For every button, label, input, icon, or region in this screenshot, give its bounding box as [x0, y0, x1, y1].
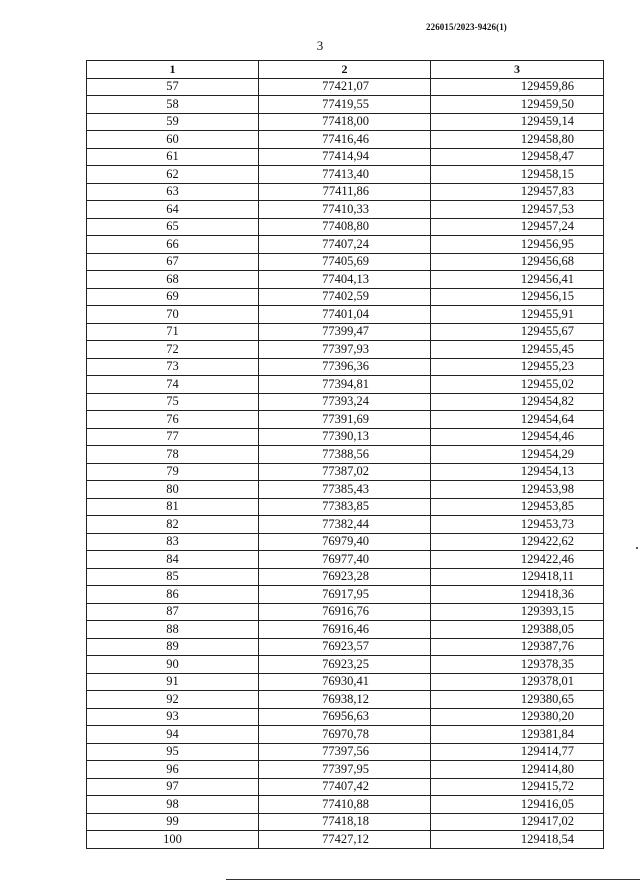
y-coordinate-cell: 129393,15 — [431, 603, 604, 621]
point-number-cell: 74 — [87, 376, 259, 394]
y-coordinate-cell: 129459,14 — [431, 113, 604, 131]
y-coordinate-cell: 129388,05 — [431, 621, 604, 639]
y-coordinate-cell: 129455,02 — [431, 376, 604, 394]
x-coordinate-cell: 76923,57 — [259, 638, 431, 656]
point-number-cell: 100 — [87, 831, 259, 849]
table-row — [87, 813, 604, 831]
table-row — [87, 446, 604, 464]
point-number-cell: 79 — [87, 463, 259, 481]
y-coordinate-cell: 129457,83 — [431, 183, 604, 201]
x-coordinate-cell: 77388,56 — [259, 446, 431, 464]
x-coordinate-cell: 77408,80 — [259, 218, 431, 236]
x-coordinate-cell: 77396,36 — [259, 358, 431, 376]
x-coordinate-cell: 77418,00 — [259, 113, 431, 131]
x-coordinate-cell: 77407,24 — [259, 236, 431, 254]
y-coordinate-cell: 129416,05 — [431, 796, 604, 814]
point-number-cell: 92 — [87, 691, 259, 709]
x-coordinate-cell: 76923,28 — [259, 568, 431, 586]
point-number-cell: 94 — [87, 726, 259, 744]
point-number-cell: 76 — [87, 411, 259, 429]
table-row — [87, 498, 604, 516]
y-coordinate-cell: 129457,53 — [431, 201, 604, 219]
x-coordinate-cell: 77391,69 — [259, 411, 431, 429]
point-number-cell: 86 — [87, 586, 259, 604]
table-row — [87, 271, 604, 289]
point-number-cell: 89 — [87, 638, 259, 656]
y-coordinate-cell: 129381,84 — [431, 726, 604, 744]
x-coordinate-cell: 77410,88 — [259, 796, 431, 814]
column-header-2: 2 — [259, 61, 431, 79]
table-row — [87, 586, 604, 604]
y-coordinate-cell: 129459,50 — [431, 96, 604, 114]
table-row — [87, 393, 604, 411]
table-row — [87, 568, 604, 586]
x-coordinate-cell: 76916,76 — [259, 603, 431, 621]
x-coordinate-cell: 76970,78 — [259, 726, 431, 744]
y-coordinate-cell: 129415,72 — [431, 778, 604, 796]
y-coordinate-cell: 129387,76 — [431, 638, 604, 656]
table-row — [87, 306, 604, 324]
y-coordinate-cell: 129458,80 — [431, 131, 604, 149]
scan-mark — [636, 547, 638, 549]
point-number-cell: 65 — [87, 218, 259, 236]
y-coordinate-cell: 129454,82 — [431, 393, 604, 411]
y-coordinate-cell: 129454,13 — [431, 463, 604, 481]
table-row — [87, 516, 604, 534]
table-row — [87, 183, 604, 201]
x-coordinate-cell: 77421,07 — [259, 78, 431, 96]
y-coordinate-cell: 129456,15 — [431, 288, 604, 306]
x-coordinate-cell: 77414,94 — [259, 148, 431, 166]
table-row — [87, 166, 604, 184]
point-number-cell: 72 — [87, 341, 259, 359]
y-coordinate-cell: 129459,86 — [431, 78, 604, 96]
table-row — [87, 831, 604, 849]
y-coordinate-cell: 129453,73 — [431, 516, 604, 534]
point-number-cell: 93 — [87, 708, 259, 726]
x-coordinate-cell: 77397,93 — [259, 341, 431, 359]
x-coordinate-cell: 77382,44 — [259, 516, 431, 534]
x-coordinate-cell: 76979,40 — [259, 533, 431, 551]
x-coordinate-cell: 76916,46 — [259, 621, 431, 639]
x-coordinate-cell: 77404,13 — [259, 271, 431, 289]
x-coordinate-cell: 76917,95 — [259, 586, 431, 604]
y-coordinate-cell: 129453,98 — [431, 481, 604, 499]
x-coordinate-cell: 77410,33 — [259, 201, 431, 219]
coordinates-table — [86, 60, 604, 849]
table-header-row — [87, 61, 604, 79]
x-coordinate-cell: 77393,24 — [259, 393, 431, 411]
table-row — [87, 201, 604, 219]
point-number-cell: 80 — [87, 481, 259, 499]
x-coordinate-cell: 77418,18 — [259, 813, 431, 831]
column-header-3: 3 — [431, 61, 604, 79]
x-coordinate-cell: 77399,47 — [259, 323, 431, 341]
y-coordinate-cell: 129454,29 — [431, 446, 604, 464]
table-row — [87, 691, 604, 709]
column-header-1: 1 — [87, 61, 259, 79]
table-row — [87, 113, 604, 131]
point-number-cell: 71 — [87, 323, 259, 341]
y-coordinate-cell: 129456,68 — [431, 253, 604, 271]
y-coordinate-cell: 129380,20 — [431, 708, 604, 726]
point-number-cell: 69 — [87, 288, 259, 306]
point-number-cell: 96 — [87, 761, 259, 779]
x-coordinate-cell: 77419,55 — [259, 96, 431, 114]
table-row — [87, 796, 604, 814]
point-number-cell: 67 — [87, 253, 259, 271]
table-row — [87, 463, 604, 481]
point-number-cell: 78 — [87, 446, 259, 464]
point-number-cell: 66 — [87, 236, 259, 254]
y-coordinate-cell: 129458,15 — [431, 166, 604, 184]
table-body — [87, 78, 604, 848]
y-coordinate-cell: 129457,24 — [431, 218, 604, 236]
y-coordinate-cell: 129453,85 — [431, 498, 604, 516]
point-number-cell: 68 — [87, 271, 259, 289]
table-row — [87, 778, 604, 796]
x-coordinate-cell: 77385,43 — [259, 481, 431, 499]
point-number-cell: 58 — [87, 96, 259, 114]
point-number-cell: 98 — [87, 796, 259, 814]
y-coordinate-cell: 129418,36 — [431, 586, 604, 604]
point-number-cell: 73 — [87, 358, 259, 376]
y-coordinate-cell: 129422,62 — [431, 533, 604, 551]
point-number-cell: 84 — [87, 551, 259, 569]
table-row — [87, 481, 604, 499]
x-coordinate-cell: 77387,02 — [259, 463, 431, 481]
x-coordinate-cell: 77427,12 — [259, 831, 431, 849]
table-row — [87, 236, 604, 254]
x-coordinate-cell: 77413,40 — [259, 166, 431, 184]
table-row — [87, 726, 604, 744]
y-coordinate-cell: 129417,02 — [431, 813, 604, 831]
table-row — [87, 673, 604, 691]
y-coordinate-cell: 129454,46 — [431, 428, 604, 446]
point-number-cell: 85 — [87, 568, 259, 586]
x-coordinate-cell: 77411,86 — [259, 183, 431, 201]
table-row — [87, 656, 604, 674]
y-coordinate-cell: 129418,54 — [431, 831, 604, 849]
point-number-cell: 90 — [87, 656, 259, 674]
y-coordinate-cell: 129414,80 — [431, 761, 604, 779]
table-row — [87, 743, 604, 761]
y-coordinate-cell: 129455,67 — [431, 323, 604, 341]
point-number-cell: 95 — [87, 743, 259, 761]
y-coordinate-cell: 129418,11 — [431, 568, 604, 586]
point-number-cell: 63 — [87, 183, 259, 201]
table-row — [87, 218, 604, 236]
x-coordinate-cell: 77405,69 — [259, 253, 431, 271]
y-coordinate-cell: 129456,41 — [431, 271, 604, 289]
x-coordinate-cell: 77383,85 — [259, 498, 431, 516]
x-coordinate-cell: 76938,12 — [259, 691, 431, 709]
point-number-cell: 59 — [87, 113, 259, 131]
point-number-cell: 87 — [87, 603, 259, 621]
table-row — [87, 131, 604, 149]
y-coordinate-cell: 129378,01 — [431, 673, 604, 691]
point-number-cell: 75 — [87, 393, 259, 411]
table-row — [87, 253, 604, 271]
point-number-cell: 91 — [87, 673, 259, 691]
table-row — [87, 533, 604, 551]
y-coordinate-cell: 129414,77 — [431, 743, 604, 761]
x-coordinate-cell: 76923,25 — [259, 656, 431, 674]
x-coordinate-cell: 77394,81 — [259, 376, 431, 394]
page-number: 3 — [316, 38, 324, 53]
table-row — [87, 148, 604, 166]
point-number-cell: 57 — [87, 78, 259, 96]
point-number-cell: 77 — [87, 428, 259, 446]
x-coordinate-cell: 77390,13 — [259, 428, 431, 446]
point-number-cell: 97 — [87, 778, 259, 796]
x-coordinate-cell: 76977,40 — [259, 551, 431, 569]
table-row — [87, 708, 604, 726]
table-row — [87, 603, 604, 621]
point-number-cell: 62 — [87, 166, 259, 184]
y-coordinate-cell: 129422,46 — [431, 551, 604, 569]
x-coordinate-cell: 76956,63 — [259, 708, 431, 726]
x-coordinate-cell: 77401,04 — [259, 306, 431, 324]
x-coordinate-cell: 77397,56 — [259, 743, 431, 761]
table-row — [87, 78, 604, 96]
table-row — [87, 323, 604, 341]
y-coordinate-cell: 129454,64 — [431, 411, 604, 429]
point-number-cell: 82 — [87, 516, 259, 534]
point-number-cell: 81 — [87, 498, 259, 516]
table-row — [87, 551, 604, 569]
table-row — [87, 341, 604, 359]
x-coordinate-cell: 77407,42 — [259, 778, 431, 796]
table-row — [87, 411, 604, 429]
table-row — [87, 288, 604, 306]
y-coordinate-cell: 129455,45 — [431, 341, 604, 359]
x-coordinate-cell: 76930,41 — [259, 673, 431, 691]
table-row — [87, 376, 604, 394]
point-number-cell: 88 — [87, 621, 259, 639]
y-coordinate-cell: 129455,23 — [431, 358, 604, 376]
table-row — [87, 428, 604, 446]
point-number-cell: 99 — [87, 813, 259, 831]
point-number-cell: 64 — [87, 201, 259, 219]
table-row — [87, 761, 604, 779]
document-id: 226015/2023-9426(1) — [426, 22, 507, 32]
y-coordinate-cell: 129456,95 — [431, 236, 604, 254]
y-coordinate-cell: 129458,47 — [431, 148, 604, 166]
table-row — [87, 358, 604, 376]
y-coordinate-cell: 129455,91 — [431, 306, 604, 324]
table-row — [87, 638, 604, 656]
x-coordinate-cell: 77416,46 — [259, 131, 431, 149]
point-number-cell: 70 — [87, 306, 259, 324]
y-coordinate-cell: 129380,65 — [431, 691, 604, 709]
y-coordinate-cell: 129378,35 — [431, 656, 604, 674]
x-coordinate-cell: 77402,59 — [259, 288, 431, 306]
bottom-rule — [226, 879, 640, 880]
x-coordinate-cell: 77397,95 — [259, 761, 431, 779]
table-row — [87, 96, 604, 114]
table-row — [87, 621, 604, 639]
point-number-cell: 61 — [87, 148, 259, 166]
point-number-cell: 83 — [87, 533, 259, 551]
point-number-cell: 60 — [87, 131, 259, 149]
